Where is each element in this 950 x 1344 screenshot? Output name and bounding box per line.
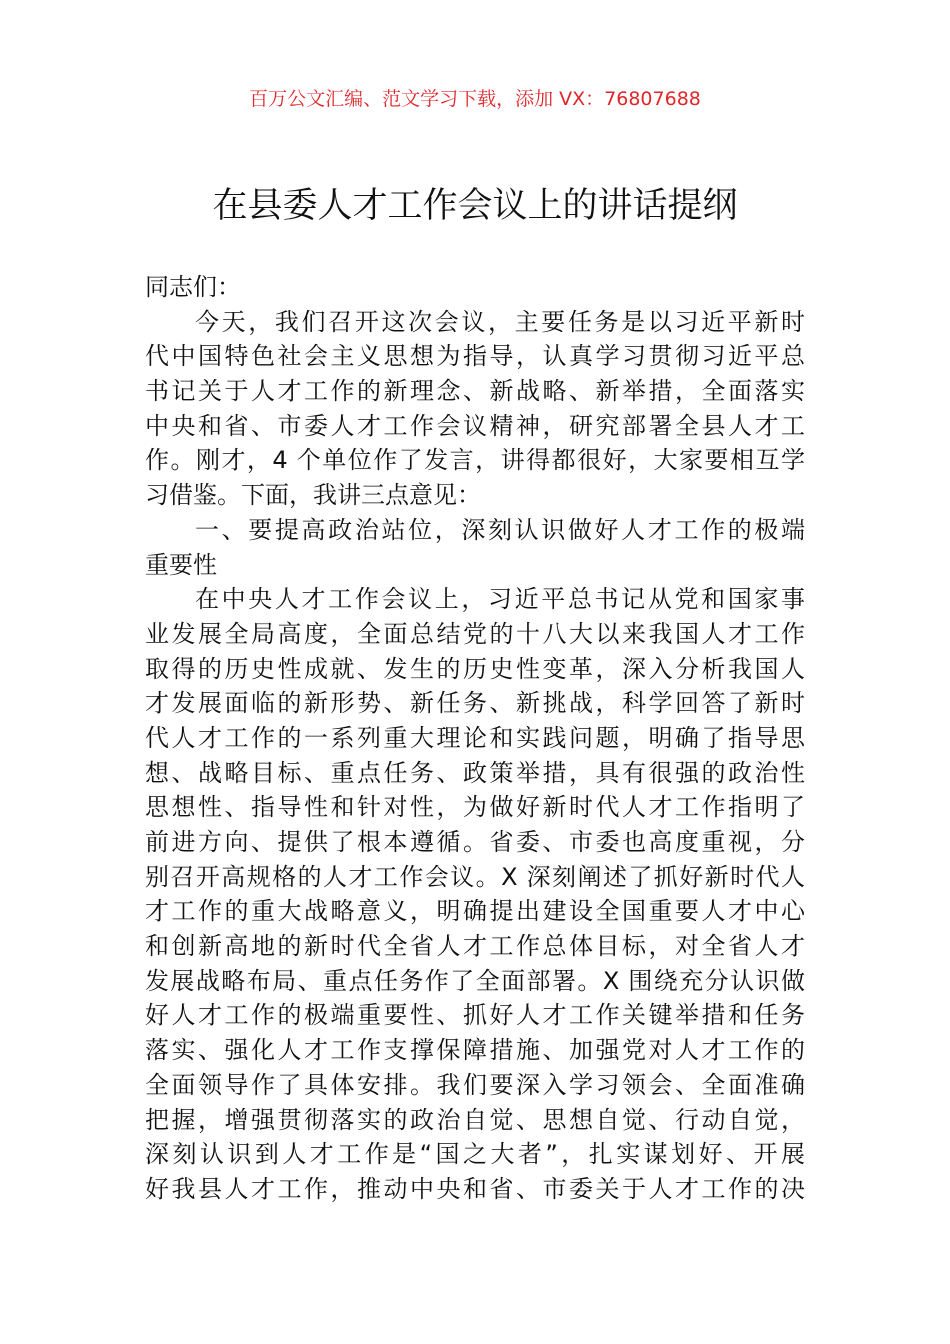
text-line: 才工作的重大战略意义，明确提出建设全国重要人才中心	[145, 897, 805, 926]
text-line: 落实、强化人才工作支撑保障措施、加强党对人才工作的	[145, 1036, 805, 1065]
text-line: 发展战略布局、重点任务作了全面部署。X 围绕充分认识做	[145, 966, 805, 995]
text-line: 好人才工作的极端重要性、抓好人才工作关键举措和任务	[145, 1001, 805, 1030]
text-line: 取得的历史性成就、发生的历史性变革，深入分析我国人	[145, 654, 805, 683]
text-line: 才发展面临的新形势、新任务、新挑战，科学回答了新时	[145, 689, 805, 718]
text-line: 别召开高规格的人才工作会议。X 深刻阐述了抓好新时代人	[145, 862, 805, 891]
text-line: 把握，增强贯彻落实的政治自觉、思想自觉、行动自觉，	[145, 1105, 805, 1134]
text-line: 习借鉴。下面，我讲三点意见：	[145, 481, 481, 510]
text-line: 代人才工作的一系列重大理论和实践问题，明确了指导思	[145, 723, 805, 752]
text-line: 想、战略目标、重点任务、政策举措，具有很强的政治性	[145, 758, 805, 787]
text-line: 同志们：	[145, 273, 241, 301]
document-title: 在县委人才工作会议上的讲话提纲	[212, 186, 738, 226]
text-line: 好我县人才工作，推动中央和省、市委关于人才工作的决	[145, 1174, 805, 1203]
text-line: 书记关于人才工作的新理念、新战略、新举措，全面落实	[145, 377, 805, 406]
text-line: 作。刚才，4 个单位作了发言，讲得都很好，大家要相互学	[145, 446, 805, 475]
text-line: 重要性	[145, 550, 217, 579]
text-line: 一、要提高政治站位，深刻认识做好人才工作的极端	[195, 515, 805, 544]
text-line: 中央和省、市委人才工作会议精神，研究部署全县人才工	[145, 411, 805, 440]
text-line: 代中国特色社会主义思想为指导，认真学习贯彻习近平总	[145, 342, 805, 371]
text-line: 深刻认识到人才工作是“国之大者”，扎实谋划好、开展	[145, 1140, 805, 1169]
text-line: 在中央人才工作会议上，习近平总书记从党和国家事	[195, 585, 805, 614]
text-line: 思想性、指导性和针对性，为做好新时代人才工作指明了	[145, 793, 805, 822]
text-line: 和创新高地的新时代全省人才工作总体目标，对全省人才	[145, 932, 805, 961]
watermark-header: 百万公文汇编、范文学习下载，添加 VX：76807688	[249, 88, 701, 110]
text-line: 业发展全局高度，全面总结党的十八大以来我国人才工作	[145, 619, 805, 648]
text-line: 前进方向、提供了根本遵循。省委、市委也高度重视，分	[145, 828, 805, 856]
text-line: 全面领导作了具体安排。我们要深入学习领会、全面准确	[145, 1070, 805, 1099]
text-line: 今天，我们召开这次会议，主要任务是以习近平新时	[195, 307, 805, 336]
document-body	[145, 270, 805, 1207]
